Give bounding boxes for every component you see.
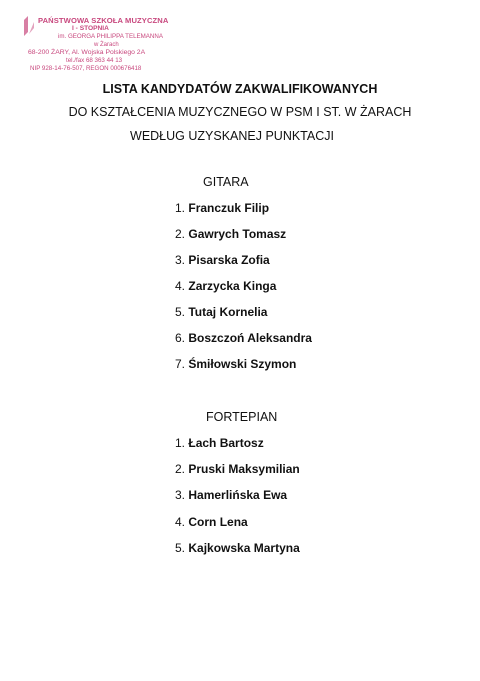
- list-item-number: 1.: [175, 201, 186, 215]
- section-title-gitara: GITARA: [203, 175, 249, 189]
- list-item-number: 4.: [175, 279, 186, 293]
- stamp-line-patron: im. GEORGA PHILIPPA TELEMANNA: [58, 33, 163, 40]
- stamp-line-phone: tel./fax 68 363 44 13: [66, 57, 123, 64]
- list-item-name: Gawrych Tomasz: [188, 227, 287, 241]
- list-item: [175, 437, 264, 449]
- list-item-number: 6.: [175, 331, 186, 345]
- school-stamp: [22, 14, 182, 76]
- list-item-name: Kajkowska Martyna: [188, 541, 300, 555]
- section-title-fortepian: FORTEPIAN: [206, 410, 278, 424]
- list-item: [175, 228, 286, 240]
- list-item-name: Łach Bartosz: [188, 436, 264, 450]
- stamp-line-degree: I - STOPNIA: [72, 25, 109, 32]
- list-item-number: 1.: [175, 436, 186, 450]
- list-item-name: Pisarska Zofia: [188, 253, 270, 267]
- stamp-line-school-name: PAŃSTWOWA SZKOŁA MUZYCZNA: [38, 16, 169, 25]
- list-item: [175, 280, 276, 292]
- list-item-name: Tutaj Kornelia: [188, 305, 268, 319]
- list-item-name: Śmiłowski Szymon: [188, 357, 297, 371]
- document-subtitle-2: WEDŁUG UZYSKANEJ PUNKTACJI: [130, 129, 334, 143]
- list-item: [175, 332, 312, 344]
- list-item-name: Hamerlińska Ewa: [188, 488, 288, 502]
- list-item: [175, 358, 296, 370]
- document-title: LISTA KANDYDATÓW ZAKWALIFIKOWANYCH: [102, 82, 378, 96]
- list-item-name: Boszczoń Aleksandra: [188, 331, 312, 345]
- list-item: [175, 202, 269, 214]
- list-item-name: Franczuk Filip: [188, 201, 270, 215]
- list-item-number: 5.: [175, 305, 186, 319]
- list-item-number: 4.: [175, 515, 186, 529]
- list-item-number: 2.: [175, 462, 186, 476]
- list-item-number: 7.: [175, 357, 186, 371]
- list-item-name: Zarzycka Kinga: [188, 279, 277, 293]
- list-item: [175, 254, 270, 266]
- list-item: [175, 306, 267, 318]
- list-item: [175, 463, 300, 475]
- list-item-number: 5.: [175, 541, 186, 555]
- stamp-line-tax-ids: NIP 928-14-76-507, REGON 000676418: [30, 65, 142, 72]
- list-item-name: Corn Lena: [188, 515, 248, 529]
- list-item-number: 3.: [175, 488, 186, 502]
- school-logo-icon: [22, 14, 36, 38]
- document-subtitle: DO KSZTAŁCENIA MUZYCZNEGO W PSM I ST. W ŻARACH: [68, 105, 412, 119]
- list-item: [175, 516, 248, 528]
- list-item: [175, 542, 300, 554]
- list-item-number: 3.: [175, 253, 186, 267]
- stamp-line-city: w Żarach: [94, 42, 119, 48]
- list-item-number: 2.: [175, 227, 186, 241]
- list-item: [175, 489, 287, 501]
- list-item-name: Pruski Maksymilian: [188, 462, 300, 476]
- stamp-line-address: 68-200 ŻARY, Al. Wojska Polskiego 2A: [28, 49, 146, 56]
